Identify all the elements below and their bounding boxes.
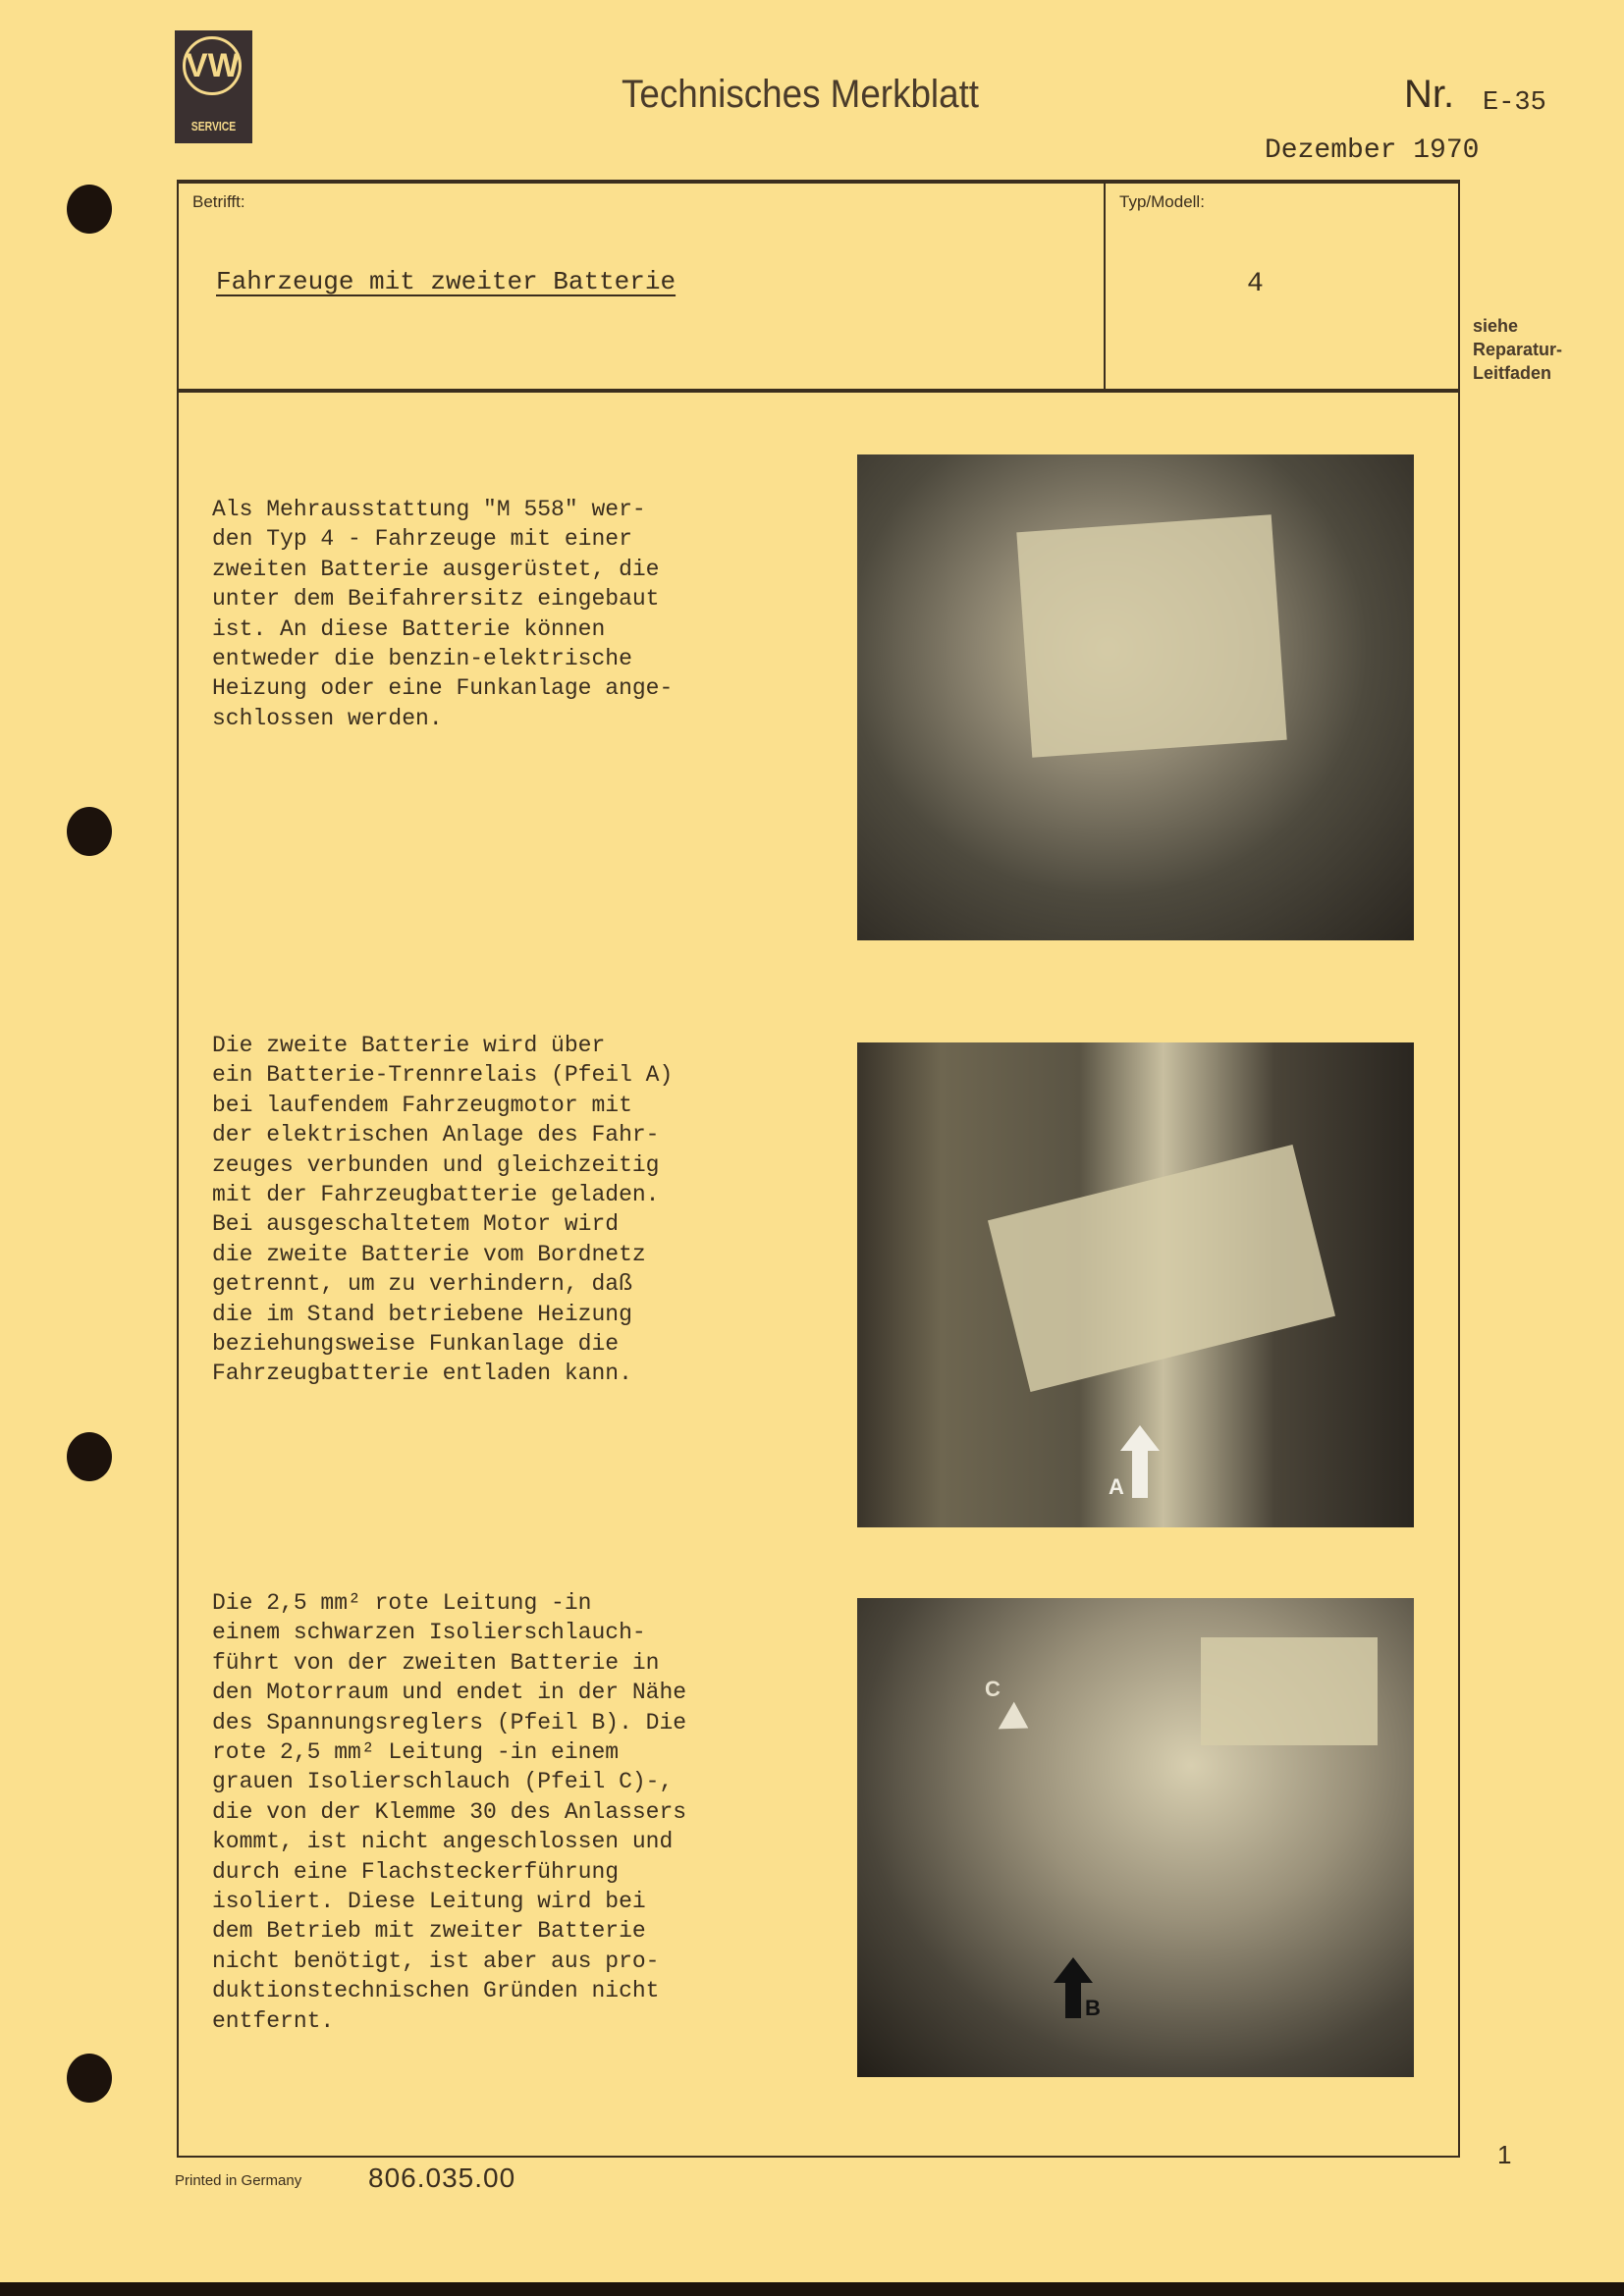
see-repair-manual-note xyxy=(1473,314,1562,385)
label-b: B xyxy=(1085,1996,1101,2020)
photo-relay xyxy=(857,1042,1414,1527)
vw-emblem-icon: VW xyxy=(183,36,242,95)
document-number: 806.035.00 xyxy=(368,2163,516,2193)
paragraph-intro: Als Mehrausstattung "M 558" wer- den Typ 4 - Fahrzeuge mit einer zweiten Batterie ausgerüstet, die unter dem Beifahrersitz eingebaut ist. An diese Batterie können entweder die benzin-elektrische Heizung oder eine Funkanlage ange- schlossen werden. xyxy=(212,497,674,731)
printed-in-germany: Printed in Germany xyxy=(175,2172,302,2189)
arrow-c-icon xyxy=(999,1702,1037,1742)
photo-second-battery xyxy=(857,454,1414,940)
siehe-line: siehe xyxy=(1473,316,1519,336)
label-c: C xyxy=(985,1677,1001,1701)
subject: Fahrzeuge mit zweiter Batterie xyxy=(216,267,677,296)
info-box-divider xyxy=(1104,180,1106,393)
betrifft-label: Betrifft: xyxy=(192,192,245,211)
document-title: Technisches Merkblatt xyxy=(621,73,980,116)
arrow-a-shaft xyxy=(1132,1451,1148,1498)
battery-shape xyxy=(1016,514,1286,758)
regulator-shape xyxy=(1201,1637,1378,1745)
punch-hole xyxy=(67,807,112,856)
punch-hole xyxy=(67,185,112,234)
paragraph-relay: Die zweite Batterie wird über ein Batterie-Trennrelais (Pfeil A) bei laufendem Fahrzeugmotor mit der elektrischen Anlage des Fahr- zeuges verbunden und gleichzeitig mit der Fahrzeugbatterie geladen. Bei ausgeschaltetem Motor wird die zweite Batterie vom Bordnetz getrennt, um zu verhindern, daß die im Stand betriebene Heizung beziehungsweise Funkanlage die Fahrzeugbatterie entladen kann. xyxy=(212,1033,674,1387)
number-label: Nr. xyxy=(1404,73,1455,116)
relay-block-shape xyxy=(988,1145,1335,1392)
document-date: Dezember 1970 xyxy=(1265,135,1480,166)
punch-hole xyxy=(67,2054,112,2103)
arrow-b-shaft xyxy=(1065,1983,1081,2018)
siehe-line: Leitfaden xyxy=(1473,363,1552,383)
arrow-a-icon xyxy=(1120,1425,1160,1451)
typ-value: 4 xyxy=(1247,269,1264,299)
punch-hole xyxy=(67,1432,112,1481)
page-number: 1 xyxy=(1497,2140,1512,2169)
photo-engine-bay xyxy=(857,1598,1414,2077)
arrow-b-icon xyxy=(1054,1957,1093,1983)
number-value: E-35 xyxy=(1483,88,1546,118)
vw-service-logo xyxy=(175,30,252,143)
logo-service-text: SERVICE xyxy=(190,119,237,133)
label-a: A xyxy=(1109,1474,1124,1499)
paragraph-wiring: Die 2,5 mm² rote Leitung -in einem schwarzen Isolierschlauch- führt von der zweiten Batterie in den Motorraum und endet in der Nähe des Spannungsreglers (Pfeil B). Die rote 2,5 mm² Leitung -in einem grauen Isolierschlauch (Pfeil C)-, die von der Klemme 30 des Anlassers kommt, ist nicht angeschlossen und durch eine Flachsteckerführung isoliert. Diese Leitung wird bei dem Betrieb mit zweiter Batterie nicht benötigt, ist aber aus pro- duktionstechnischen Gründen nicht entfernt. xyxy=(212,1590,687,2034)
typ-modell-label: Typ/Modell: xyxy=(1119,192,1205,211)
siehe-line: Reparatur- xyxy=(1473,340,1563,359)
scan-edge xyxy=(0,2282,1624,2296)
